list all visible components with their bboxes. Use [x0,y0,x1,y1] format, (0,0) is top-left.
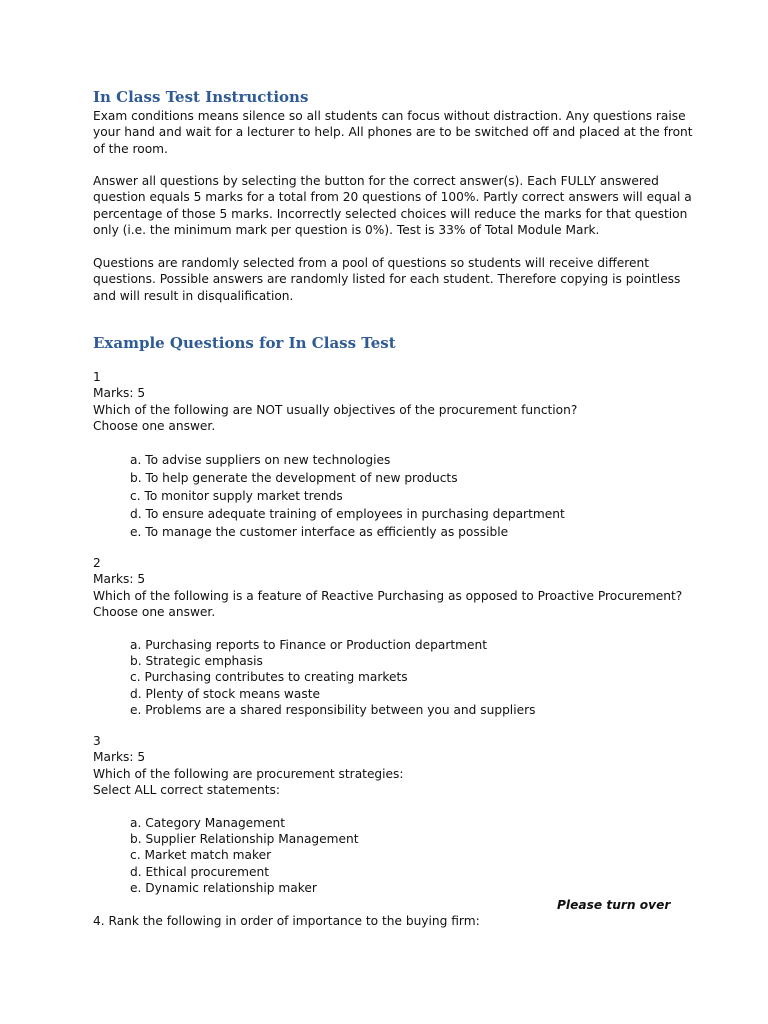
option-d: d. Ethical procurement [130,864,269,879]
text-line: question equals 5 marks for a total from 20 questions of 100%. Partly correct answers will equal a [93,190,692,205]
option-c: c. Purchasing contributes to creating markets [130,670,408,685]
question-text: Which of the following are procurement strategies: [93,766,404,781]
question-2 [93,555,683,719]
option-e: e. To manage the customer interface as efficiently as possible [130,525,509,540]
option-d: d. Plenty of stock means waste [130,686,320,701]
question-number: 1 [93,370,101,384]
text-line: your hand and wait for a lecturer to help. All phones are to be switched off and placed at the front [93,125,693,140]
instructions-paragraph-marking [93,173,692,239]
question-text: Which of the following are NOT usually objectives of the procurement function? [93,402,578,417]
option-b: b. To help generate the development of new products [130,470,458,485]
option-e: e. Problems are a shared responsibility between you and suppliers [130,703,536,718]
option-list [93,452,668,541]
please-turn-over-note: Please turn over [557,898,671,912]
text-line: Exam conditions means silence so all students can focus without distraction. Any questions raise [93,109,686,123]
text-line: and will result in disqualification. [93,288,294,303]
option-c: c. Market match maker [130,848,272,863]
question-instruction: Choose one answer. [93,605,216,620]
question-number: 2 [93,556,101,570]
option-list [93,637,668,719]
text-line: percentage of those 5 marks. Incorrectly selected choices will reduce the marks for that question [93,206,688,221]
question-4-text: 4. Rank the following in order of importance to the buying firm: [93,914,480,928]
question-marks: Marks: 5 [93,572,146,587]
examples-heading: Example Questions for In Class Test [93,334,396,352]
question-instruction: Select ALL correct statements: [93,783,281,798]
option-a: a. Category Management [130,815,286,830]
option-list [93,815,668,897]
option-c: c. To monitor supply market trends [130,489,343,504]
question-number: 3 [93,734,101,748]
option-b: b. Supplier Relationship Management [130,832,359,847]
option-a: a. Purchasing reports to Finance or Production department [130,637,487,652]
text-line: questions. Possible answers are randomly listed for each student. Therefore copying is pointless [93,272,681,287]
question-marks: Marks: 5 [93,386,146,401]
question-1 [93,369,668,541]
text-line: Answer all questions by selecting the button for the correct answer(s). Each FULLY answered [93,174,659,188]
instructions-paragraph-conditions [93,108,693,157]
question-text: Which of the following is a feature of Reactive Purchasing as opposed to Proactive Procurement? [93,588,683,603]
option-a: a. To advise suppliers on new technologies [130,452,391,467]
question-marks: Marks: 5 [93,750,146,765]
question-instruction: Choose one answer. [93,419,216,434]
text-line: of the room. [93,141,168,156]
option-d: d. To ensure adequate training of employees in purchasing department [130,507,565,522]
instructions-paragraph-randomization [93,255,681,304]
option-b: b. Strategic emphasis [130,654,263,669]
text-line: only (i.e. the minimum mark per question is 0%). Test is 33% of Total Module Mark. [93,223,600,238]
question-3 [93,733,668,897]
text-line: Questions are randomly selected from a pool of questions so students will receive different [93,256,650,270]
instructions-heading: In Class Test Instructions [93,88,309,106]
option-e: e. Dynamic relationship maker [130,881,317,896]
